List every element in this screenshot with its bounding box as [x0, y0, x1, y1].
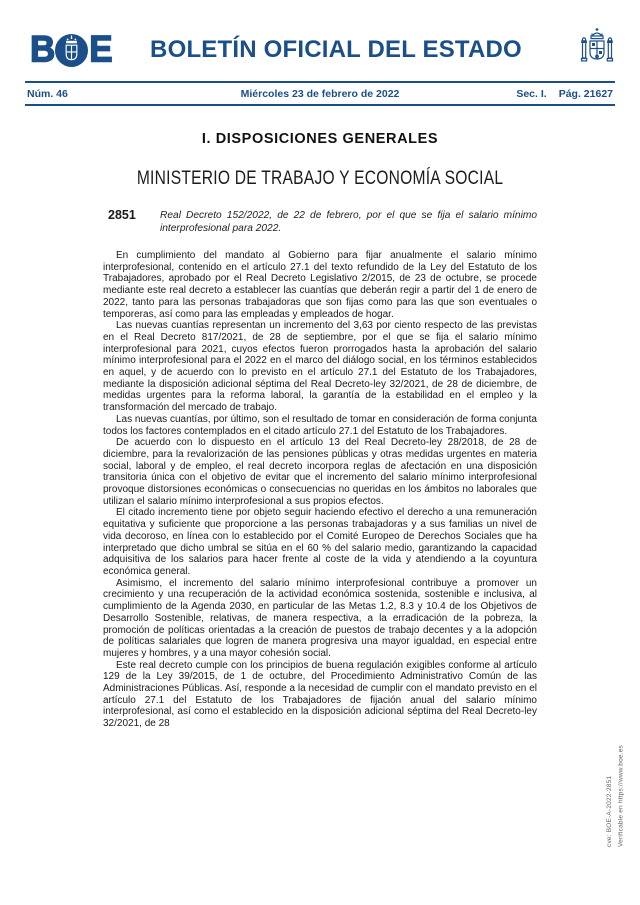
header: [0, 0, 640, 81]
header-meta-row: [25, 83, 615, 104]
paragraph: En cumplimiento del mandato al Gobierno para fijar anualmente el salario mínimo interprofesional, contenido en el artículo 27.1 del texto refundido de la Ley del Estatuto de los Trabajadores, aprobado por el Real Decreto Legislativo 2/2015, de 23 de octubre, se procede mediante este real decreto a establecer las cuantías que deberán regir a partir del 1 de enero de 2022, tanto para las personas trabajadoras que son fijas como para las que son eventuales o temporeras, así como para las empleadas y empleados de hogar.: [103, 250, 537, 320]
header-divider-bottom: [25, 104, 615, 107]
boe-logo-letter-e: E: [89, 28, 112, 71]
paragraph: De acuerdo con lo dispuesto en el artículo 13 del Real Decreto-ley 28/2018, de 28 de diciembre, para la revalorización de las pensiones públicas y otras medidas urgentes en materia social, laboral y de empleo, el real decreto incorpora reglas de afectación en una disposición transitoria única con el objetivo de evitar que el incremento del salario mínimo interprofesional provoque distorsiones económicas o consecuencias no queridas en los ámbitos no laborales que utilizan el salario mínimo interprofesional a sus propios efectos.: [103, 437, 537, 507]
paragraph: Las nuevas cuantías representan un incremento del 3,63 por ciento respecto de las previstas en el Real Decreto 817/2021, de 28 de septiembre, por el que se fija el salario mínimo interprofesional para 2021, cuyos efectos fueron prorrogados hasta la aprobación del salario mínimo interprofesional para el 2022 en el marco del diálogo social, en los términos establecidos en aquel, y de acuerdo con lo previsto en el artículo 27.1 del Estatuto de los Trabajadores, mediante la disposición adicional séptima del Real Decreto-ley 32/2021, de 28 de diciembre, de medidas urgentes para la reforma laboral, la garantía de la estabilidad en el empleo y la transformación del mercado de trabajo.: [103, 320, 537, 414]
paragraph: El citado incremento tiene por objeto seguir haciendo efectivo el derecho a una remuneración equitativa y suficiente que proporcione a las personas trabajadoras y a sus familias un nivel de vida decoroso, en línea con lo establecido por el Comité Europeo de Derechos Sociales que ha interpretado que dicho umbral se sitúa en el 60 % del salario medio, garantizando la capacidad adquisitiva de los salarios para hacer frente al coste de la vida y atendiendo a la coyuntura económica general.: [103, 507, 537, 577]
boe-logo-letter-b: B: [30, 28, 55, 71]
ministry-heading: [0, 167, 640, 190]
decree-number: 2851: [108, 208, 136, 222]
page-number: Pág. 21627: [558, 87, 613, 100]
verify-url: Verificable en https://www.boe.es: [617, 745, 625, 847]
decree-heading: [103, 209, 537, 235]
paragraph: Las nuevas cuantías, por último, son el resultado de tomar en consideración de forma conjunta todos los factores contemplados en el citado artículo 27.1 del Estatuto de los Trabajadores.: [103, 413, 537, 437]
issue-number: Núm. 46: [27, 87, 68, 100]
spain-coat-of-arms-icon: [580, 27, 614, 73]
paragraph: Este real decreto cumple con los principios de buena regulación exigibles conforme al artículo 129 de la Ley 39/2015, de 1 de octubre, del Procedimiento Administrativo Común de las Administraciones Públicas. Así, responde a la necesidad de cumplir con el mandato previsto en el artículo 27.1 del Estatuto de los Trabajadores de fijación anual del salario mínimo interprofesional, así como el establecido en la disposición adicional séptima del Real Decreto-ley 32/2021, de 28: [103, 659, 537, 730]
issue-date: Miércoles 23 de febrero de 2022: [240, 87, 400, 100]
paragraph: Asimismo, el incremento del salario mínimo interprofesional contribuye a promover un crecimiento y una recuperación de la actividad económica sostenida, sostenible e inclusiva, al cumplimiento de la Agenda 2030, en particular de las Metas 1.2, 8.3 y 10.4 de los Objetivos de Desarrollo Sostenible, relativas, de manera respectiva, a la erradicación de la pobreza, la promoción de políticas orientadas a la creación de puestos de trabajo decentes y a la adopción de políticas salariales que logren de manera progresiva una mayor igualdad, en especial entre mujeres y hombres, y a una mayor cohesión social.: [103, 577, 537, 659]
decree-body: [103, 250, 537, 730]
ministry-heading-text: MINISTERIO DE TRABAJO Y ECONOMÍA SOCIAL: [136, 167, 504, 189]
decree-title: Real Decreto 152/2022, de 22 de febrero, por el que se fija el salario mínimo interprofesional para 2022.: [160, 210, 537, 234]
boe-crest-icon: [55, 34, 88, 67]
verification-sidebar: [604, 745, 627, 847]
cve-code: cve: BOE-A-2022-2851: [606, 775, 614, 847]
page-title: BOLETÍN OFICIAL DEL ESTADO: [150, 36, 522, 63]
section-heading: I. DISPOSICIONES GENERALES: [201, 131, 439, 147]
section-page: [463, 88, 613, 100]
boe-logo: [30, 28, 112, 71]
section-label: Sec. I.: [516, 87, 547, 100]
